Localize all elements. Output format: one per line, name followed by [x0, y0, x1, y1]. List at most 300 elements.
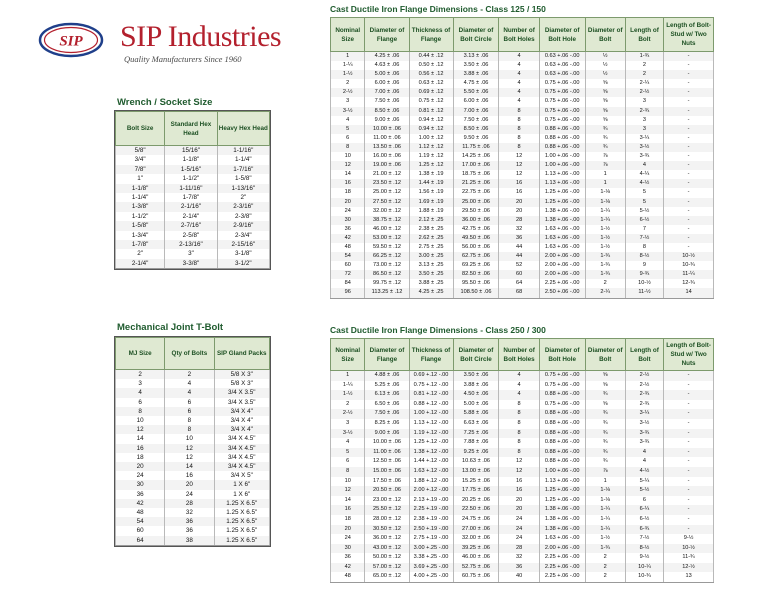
- table-cell: 10: [331, 152, 365, 161]
- table-cell: 2: [585, 553, 625, 563]
- table-cell: 2: [116, 370, 165, 380]
- table-cell: 38.75 ± .12: [365, 216, 409, 225]
- table-cell: 1-1/2": [165, 174, 217, 183]
- table-cell: 4: [116, 388, 165, 397]
- table-row: [331, 170, 714, 179]
- table-cell: 99.75 ± .12: [365, 279, 409, 288]
- table-cell: 1-¾: [585, 261, 625, 270]
- table-row: [331, 88, 714, 97]
- table-cell: 3: [625, 125, 663, 134]
- table-cell: 2.25 +.19 -.00: [409, 505, 453, 515]
- table-cell: -: [664, 400, 714, 410]
- table-row: [331, 429, 714, 439]
- table-cell: 1-1/16": [217, 146, 269, 156]
- table-cell: ¾: [585, 409, 625, 419]
- table-cell: -: [664, 496, 714, 506]
- table-cell: -: [664, 170, 714, 179]
- table-cell: 2.50 +.19 -.00: [409, 525, 453, 535]
- table-cell: 2: [331, 400, 365, 410]
- table-row: [331, 553, 714, 563]
- table-cell: 2-1/4": [165, 212, 217, 221]
- table-row: [116, 388, 270, 397]
- table-cell: -: [664, 207, 714, 216]
- table-cell: 23.50 ± .12: [365, 179, 409, 188]
- table-cell: 10-½: [625, 279, 663, 288]
- table-cell: 1.13 +.06 -.00: [539, 477, 585, 487]
- table-cell: 1-⅛: [585, 486, 625, 496]
- table-cell: 4: [625, 457, 663, 467]
- table-row: [116, 146, 270, 156]
- table-cell: 4.25 ± .06: [365, 52, 409, 62]
- table-cell: 36: [499, 234, 539, 243]
- table-cell: 21.00 ± .12: [365, 170, 409, 179]
- table-cell: 1.19 +.12 -.00: [409, 429, 453, 439]
- table-row: [331, 161, 714, 170]
- table-cell: 10.00 ± .06: [365, 438, 409, 448]
- table-cell: 1-7/16": [217, 165, 269, 174]
- table-cell: 60: [116, 526, 165, 535]
- table-cell: 48: [331, 243, 365, 252]
- table-row: [116, 212, 270, 221]
- table-cell: 4: [625, 448, 663, 458]
- table-cell: 6-¼: [625, 505, 663, 515]
- table-cell: 8: [499, 143, 539, 152]
- table-cell: 10.63 ± .06: [453, 457, 499, 467]
- table-cell: 68: [499, 288, 539, 298]
- table-cell: 1.00 +.06 -.00: [539, 161, 585, 170]
- table-cell: 8: [499, 116, 539, 125]
- table-cell: 1-¾: [585, 252, 625, 261]
- table-cell: 1-½: [585, 225, 625, 234]
- table-cell: -: [664, 143, 714, 152]
- table-cell: 72: [331, 270, 365, 279]
- table-cell: 3.00 +.25 -.00: [409, 544, 453, 554]
- table-cell: 0.88 +.06 -.00: [539, 143, 585, 152]
- table-cell: 2.38 ± .25: [409, 225, 453, 234]
- table-cell: -: [664, 97, 714, 106]
- table-row: [331, 496, 714, 506]
- table-cell: ⅞: [585, 467, 625, 477]
- table-cell: 0.88 +.06 -.00: [539, 390, 585, 400]
- table-cell: 1-½: [331, 390, 365, 400]
- table-cell: 2-3/4": [217, 231, 269, 240]
- table-cell: -: [664, 457, 714, 467]
- table-cell: 1 X 6": [214, 490, 269, 499]
- table-cell: 1-⅛: [585, 188, 625, 197]
- table-cell: 24.75 ± .06: [453, 515, 499, 525]
- wrench-section-title: Wrench / Socket Size: [117, 97, 213, 108]
- table-cell: 0.88 +.06 -.00: [539, 429, 585, 439]
- table-cell: 2.62 ± .25: [409, 234, 453, 243]
- column-header: SIP Gland Packs: [214, 338, 269, 370]
- table-cell: ⅞: [585, 152, 625, 161]
- table-cell: 19.00 ± .06: [365, 161, 409, 170]
- table-cell: ¾: [585, 390, 625, 400]
- table-cell: 5.00 ± .06: [453, 400, 499, 410]
- table-row: [331, 61, 714, 70]
- table-cell: 3/4": [116, 155, 165, 164]
- table-row: [331, 107, 714, 116]
- table-cell: 3: [331, 97, 365, 106]
- table-cell: 2.50 +.06 -.00: [539, 288, 585, 298]
- table-cell: 28.00 ± .12: [365, 515, 409, 525]
- table-cell: 14.25 ± .06: [453, 152, 499, 161]
- table-cell: 0.88 +.12 -.00: [409, 400, 453, 410]
- table-cell: 1-7/8": [116, 240, 165, 249]
- column-header: Diameter of Bolt Circle: [453, 339, 499, 371]
- table-cell: 5/8": [116, 146, 165, 156]
- table-cell: 108.50 ± .06: [453, 288, 499, 298]
- table-row: [331, 448, 714, 458]
- table-cell: 22.75 ± .06: [453, 188, 499, 197]
- table-cell: 12: [499, 457, 539, 467]
- table-cell: 16: [499, 477, 539, 487]
- table-cell: 6: [116, 398, 165, 407]
- table-cell: 1.44 ± .19: [409, 179, 453, 188]
- table-cell: 12: [116, 425, 165, 434]
- table-cell: 2.13 +.19 -.00: [409, 496, 453, 506]
- table-cell: 20.25 ± .06: [453, 496, 499, 506]
- table-cell: 3/4 X 4.5": [214, 453, 269, 462]
- table-cell: 24: [165, 490, 214, 499]
- table-row: [116, 480, 270, 489]
- table-cell: 6-½: [625, 515, 663, 525]
- column-header: Diameter of Flange: [365, 339, 409, 371]
- table-row: [331, 400, 714, 410]
- table-row: [331, 525, 714, 535]
- table-cell: 30: [331, 216, 365, 225]
- table-cell: 0.69 ± .12: [409, 88, 453, 97]
- table-cell: 1-11/16": [165, 184, 217, 193]
- table-cell: 2-7/16": [165, 221, 217, 230]
- table-cell: 14: [664, 288, 714, 298]
- table-row: [116, 499, 270, 508]
- table-cell: 24: [499, 534, 539, 544]
- table-cell: 4.00 +.25 -.00: [409, 572, 453, 582]
- table-cell: -: [664, 409, 714, 419]
- table-cell: 2-¼: [625, 79, 663, 88]
- table-cell: 8-½: [625, 252, 663, 261]
- table-cell: 1-¼: [585, 216, 625, 225]
- table-cell: -: [664, 243, 714, 252]
- table-cell: 1.38 +.06 -.00: [539, 525, 585, 535]
- table-row: [331, 207, 714, 216]
- table-row: [116, 165, 270, 174]
- table-cell: 3/4 X 4.5": [214, 434, 269, 443]
- table-cell: 6: [165, 407, 214, 416]
- table-cell: 0.81 ± .12: [409, 107, 453, 116]
- table-cell: 1.63 +.06 -.00: [539, 225, 585, 234]
- table-cell: 52.75 ± .06: [453, 563, 499, 573]
- table-row: [331, 234, 714, 243]
- table-row: [116, 259, 270, 269]
- table-row: [116, 462, 270, 471]
- table-row: [331, 179, 714, 188]
- table-cell: 1.88 +.12 -.00: [409, 477, 453, 487]
- wrench-socket-table: [115, 111, 270, 269]
- table-cell: 8: [625, 243, 663, 252]
- company-name: SIP Industries: [120, 20, 282, 53]
- table-cell: 66.25 ± .12: [365, 252, 409, 261]
- table-cell: 9-½: [664, 534, 714, 544]
- table-cell: 8: [499, 409, 539, 419]
- column-header: Bolt Size: [116, 112, 165, 146]
- table-cell: 8: [499, 134, 539, 143]
- table-cell: 25.00 ± .06: [453, 198, 499, 207]
- table-cell: ¾: [585, 419, 625, 429]
- table-row: [331, 419, 714, 429]
- table-cell: 5: [625, 198, 663, 207]
- table-cell: 1-5/16": [165, 165, 217, 174]
- table-cell: 36: [499, 563, 539, 573]
- table-cell: 20: [165, 480, 214, 489]
- table-cell: 8: [331, 143, 365, 152]
- table-cell: 3.88 ± .06: [453, 70, 499, 79]
- table-cell: 2.75 +.19 -.00: [409, 534, 453, 544]
- table-cell: -: [664, 381, 714, 391]
- table-cell: 1.38 +.06 -.00: [539, 216, 585, 225]
- table-row: [331, 477, 714, 487]
- table-cell: 42: [116, 499, 165, 508]
- table-cell: ⅝: [585, 400, 625, 410]
- flange-125-150-table: [330, 17, 714, 299]
- table-cell: 5.25 ± .06: [365, 381, 409, 391]
- table-cell: 4: [499, 390, 539, 400]
- table-cell: 2.38 +.19 -.00: [409, 515, 453, 525]
- table-cell: 1-⅛: [585, 198, 625, 207]
- table-cell: 1.25 X 6.5": [214, 499, 269, 508]
- table-row: [116, 453, 270, 462]
- table-cell: 12-½: [664, 563, 714, 573]
- table-cell: 4: [331, 116, 365, 125]
- table-cell: 8.50 ± .06: [365, 107, 409, 116]
- table-cell: 3": [165, 249, 217, 258]
- table-cell: 6: [165, 398, 214, 407]
- table-cell: 17.00 ± .06: [453, 161, 499, 170]
- table-cell: 5: [331, 448, 365, 458]
- table-cell: 8: [499, 438, 539, 448]
- table-cell: 1.88 ± .19: [409, 207, 453, 216]
- table-cell: 8: [499, 419, 539, 429]
- table-cell: 1.13 +.12 -.00: [409, 419, 453, 429]
- table-cell: 3-½: [625, 143, 663, 152]
- table-cell: 1.38 +.12 -.00: [409, 448, 453, 458]
- table-cell: 1-5/8": [217, 174, 269, 183]
- table-cell: 1.44 +.12 -.00: [409, 457, 453, 467]
- table-cell: 1-¾: [585, 544, 625, 554]
- table-row: [116, 490, 270, 499]
- table-cell: 0.75 +.06 -.00: [539, 107, 585, 116]
- table-cell: 14: [331, 170, 365, 179]
- table-cell: 14: [116, 434, 165, 443]
- table-cell: 7.50 ± .06: [365, 97, 409, 106]
- table-row: [116, 407, 270, 416]
- table-cell: 1.63 +.06 -.00: [539, 534, 585, 544]
- table-cell: ¾: [585, 438, 625, 448]
- table-cell: 8: [499, 107, 539, 116]
- table-cell: 44: [499, 252, 539, 261]
- table-cell: 2: [625, 70, 663, 79]
- table-cell: 11-¼: [664, 270, 714, 279]
- table-cell: 1-¼: [585, 505, 625, 515]
- table-row: [331, 486, 714, 496]
- table-cell: 16: [331, 179, 365, 188]
- table-cell: 2-¾: [625, 107, 663, 116]
- table-cell: 11.75 ± .06: [453, 143, 499, 152]
- table-cell: 10: [331, 477, 365, 487]
- table-cell: -: [664, 216, 714, 225]
- table-cell: 0.88 +.06 -.00: [539, 457, 585, 467]
- table-cell: 0.94 ± .12: [409, 116, 453, 125]
- table-cell: -: [664, 88, 714, 97]
- table-cell: 0.75 +.12 -.00: [409, 381, 453, 391]
- table-cell: 5-½: [625, 207, 663, 216]
- table-cell: 1.25 ± .12: [409, 161, 453, 170]
- table-cell: 4: [499, 371, 539, 381]
- table-cell: 3-¼: [625, 134, 663, 143]
- table-cell: 12: [499, 152, 539, 161]
- table-cell: 15/16": [165, 146, 217, 156]
- table-cell: 11.00 ± .06: [365, 134, 409, 143]
- table-cell: 0.88 +.06 -.00: [539, 125, 585, 134]
- table-cell: 1.25 X 6.5": [214, 517, 269, 526]
- table-cell: 3-½: [331, 107, 365, 116]
- table-row: [331, 225, 714, 234]
- table-cell: 6.13 ± .06: [365, 390, 409, 400]
- table-cell: 2-1/16": [165, 202, 217, 211]
- table-cell: 0.63 +.06 -.00: [539, 70, 585, 79]
- table-cell: 23.00 ± .12: [365, 496, 409, 506]
- table-cell: 3.13 ± .06: [453, 52, 499, 62]
- table-cell: 3.00 ± .25: [409, 252, 453, 261]
- table-cell: 20: [499, 496, 539, 506]
- table-cell: 27.50 ± .12: [365, 198, 409, 207]
- table-cell: -: [664, 152, 714, 161]
- table-cell: 1: [331, 371, 365, 381]
- table-cell: 0.88 +.06 -.00: [539, 134, 585, 143]
- table-cell: 1.12 ± .12: [409, 143, 453, 152]
- table-cell: 0.44 ± .12: [409, 52, 453, 62]
- table-row: [116, 444, 270, 453]
- table-cell: 25.50 ± .12: [365, 505, 409, 515]
- table-cell: 2.25 +.06 -.00: [539, 279, 585, 288]
- table-cell: 5.88 ± .06: [453, 409, 499, 419]
- table-cell: 32: [499, 225, 539, 234]
- table-cell: 3/4 X 4.5": [214, 444, 269, 453]
- table-cell: -: [664, 116, 714, 125]
- table-cell: 62.75 ± .06: [453, 252, 499, 261]
- table-cell: 25.00 ± .12: [365, 188, 409, 197]
- table-cell: 1.25 +.06 -.00: [539, 188, 585, 197]
- table-cell: 42: [331, 234, 365, 243]
- table-cell: 8: [499, 125, 539, 134]
- table-cell: 44: [499, 243, 539, 252]
- table-cell: 1-1/2": [116, 212, 165, 221]
- table-cell: 0.75 +.06 -.00: [539, 79, 585, 88]
- table-cell: 20.50 ± .06: [365, 486, 409, 496]
- table-cell: 2: [331, 79, 365, 88]
- table-row: [116, 231, 270, 240]
- table-cell: 8: [331, 467, 365, 477]
- table-cell: 32: [165, 508, 214, 517]
- column-header: Standard Hex Head: [165, 112, 217, 146]
- table-cell: 3-1/2": [217, 259, 269, 269]
- table-cell: 3-¼: [625, 409, 663, 419]
- table-cell: 2-¾: [625, 390, 663, 400]
- table-cell: 49.50 ± .06: [453, 234, 499, 243]
- table-cell: 3: [116, 379, 165, 388]
- table-cell: 28: [165, 499, 214, 508]
- table-cell: 0.75 ± .12: [409, 97, 453, 106]
- table-cell: 24: [331, 534, 365, 544]
- table-cell: 1-5/8": [116, 221, 165, 230]
- table-cell: 7.00 ± .06: [365, 88, 409, 97]
- table-cell: 8: [165, 416, 214, 425]
- table-cell: 69.25 ± .06: [453, 261, 499, 270]
- table-cell: 20: [499, 198, 539, 207]
- table-row: [331, 534, 714, 544]
- table-cell: 1.25 +.06 -.00: [539, 496, 585, 506]
- table-cell: 36: [165, 526, 214, 535]
- table-row: [331, 563, 714, 573]
- table-row: [331, 70, 714, 79]
- table-cell: 10-¾: [625, 572, 663, 582]
- table-cell: 2-½: [331, 88, 365, 97]
- table-cell: 4-½: [625, 179, 663, 188]
- table-cell: 16: [499, 179, 539, 188]
- table-cell: 84: [331, 279, 365, 288]
- table-cell: 1-1/4": [116, 193, 165, 202]
- table-cell: 16: [499, 486, 539, 496]
- table-cell: 5: [625, 188, 663, 197]
- table-cell: 4.75 ± .06: [453, 79, 499, 88]
- column-header: Qty of Bolts: [165, 338, 214, 370]
- table-cell: 1.25 X 6.5": [214, 536, 269, 546]
- table-cell: 4.88 ± .06: [365, 371, 409, 381]
- table-cell: 5.50 ± .06: [453, 88, 499, 97]
- table-cell: 1 X 6": [214, 480, 269, 489]
- table-cell: 6.00 ± .06: [453, 97, 499, 106]
- table-cell: 0.56 ± .12: [409, 70, 453, 79]
- table-cell: ½: [585, 70, 625, 79]
- table-cell: 3-½: [625, 419, 663, 429]
- table-cell: 2": [116, 249, 165, 258]
- table-row: [331, 572, 714, 582]
- table-cell: 4.63 ± .06: [365, 61, 409, 70]
- table-cell: 10: [165, 434, 214, 443]
- table-row: [116, 184, 270, 193]
- table-cell: 3-¾: [625, 152, 663, 161]
- table-cell: 1-⅛: [585, 496, 625, 506]
- table-cell: 1: [331, 52, 365, 62]
- column-header: Diameter of Bolt Hole: [539, 18, 585, 52]
- table-cell: 57.00 ± .12: [365, 563, 409, 573]
- table-cell: -: [664, 419, 714, 429]
- table-cell: 7.00 ± .06: [453, 107, 499, 116]
- table-cell: -: [664, 198, 714, 207]
- table-row: [116, 240, 270, 249]
- table-cell: 1-¾: [585, 270, 625, 279]
- mj-section-title: Mechanical Joint T-Bolt: [117, 322, 224, 333]
- table-cell: 1.63 +.06 -.00: [539, 243, 585, 252]
- table-cell: 1-3/8": [116, 202, 165, 211]
- table-cell: 0.88 +.06 -.00: [539, 409, 585, 419]
- table-cell: 8-½: [625, 544, 663, 554]
- company-tagline: Quality Manufacturers Since 1960: [124, 54, 242, 64]
- table-cell: 9.00 ± .06: [365, 429, 409, 439]
- table-cell: -: [664, 61, 714, 70]
- table-cell: 8.50 ± .06: [453, 125, 499, 134]
